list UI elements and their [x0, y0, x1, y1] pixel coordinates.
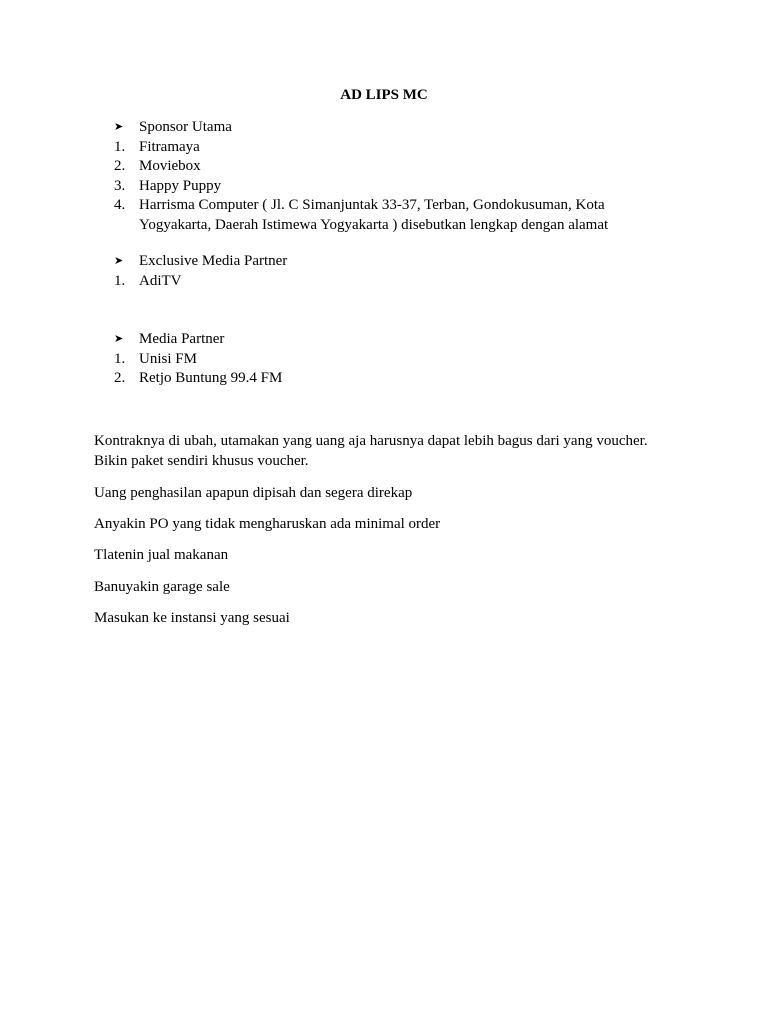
- list-item: [110, 157, 670, 177]
- section-heading: [110, 330, 670, 350]
- page-title: AD LIPS MC: [340, 87, 428, 103]
- note-paragraph: [94, 515, 440, 535]
- section-media-partner: [110, 330, 670, 389]
- note-line: Banuyakin garage sale: [94, 579, 230, 595]
- list-number: 1.: [114, 138, 126, 155]
- section-heading: [110, 118, 670, 138]
- list-item: [110, 177, 670, 197]
- section-exclusive-media-partner: [110, 252, 670, 291]
- section-heading-label: Media Partner: [139, 331, 225, 347]
- list-number: 1.: [114, 350, 126, 367]
- section-heading-label: Exclusive Media Partner: [139, 253, 288, 269]
- arrow-bullet-icon: ➤: [114, 121, 124, 133]
- section-heading-label: Sponsor Utama: [139, 119, 232, 135]
- list-item-text: Retjo Buntung 99.4 FM: [139, 370, 283, 386]
- list-item: [110, 196, 670, 235]
- list-item-text: Unisi FM: [139, 350, 197, 367]
- list-item-text-line1: Harrisma Computer ( Jl. C Simanjuntak 33-37, Terban, Gondokusuman, Kota: [139, 197, 605, 213]
- list-item: [110, 350, 670, 370]
- list-item-text: AdiTV: [139, 272, 182, 289]
- arrow-bullet-icon: ➤: [114, 255, 124, 267]
- list-number: 4.: [114, 197, 126, 213]
- list-number: 2.: [114, 158, 126, 174]
- list-number: 1.: [114, 272, 126, 289]
- note-paragraph: [94, 609, 290, 629]
- note-paragraph: [94, 484, 412, 504]
- note-line: Uang penghasilan apapun dipisah dan segera direkap: [94, 485, 413, 501]
- note-line: Masukan ke instansi yang sesuai: [94, 610, 290, 626]
- note-line: Kontraknya di ubah, utamakan yang uang aja harusnya dapat lebih bagus dari yang voucher.: [94, 433, 648, 449]
- list-item-text: Happy Puppy: [139, 177, 222, 194]
- note-line: Bikin paket sendiri khusus voucher.: [94, 452, 309, 469]
- list-number: 3.: [114, 177, 126, 194]
- section-heading: [110, 252, 670, 272]
- list-item: [110, 272, 670, 292]
- note-paragraph: [94, 546, 228, 566]
- note-paragraph: [94, 432, 648, 471]
- note-line: Anyakin PO yang tidak mengharuskan ada minimal order: [94, 516, 441, 532]
- list-item: [110, 369, 670, 389]
- list-item-text-line2: Yogyakarta, Daerah Istimewa Yogyakarta ) disebutkan lengkap dengan alamat: [139, 216, 609, 233]
- list-item-text: Moviebox: [139, 158, 201, 174]
- list-item-text: Fitramaya: [139, 138, 200, 155]
- list-number: 2.: [114, 370, 126, 386]
- note-line: Tlatenin jual makanan: [94, 547, 229, 563]
- section-sponsor-utama: [110, 118, 670, 235]
- arrow-bullet-icon: ➤: [114, 333, 124, 345]
- note-paragraph: [94, 578, 230, 598]
- list-item: [110, 138, 670, 158]
